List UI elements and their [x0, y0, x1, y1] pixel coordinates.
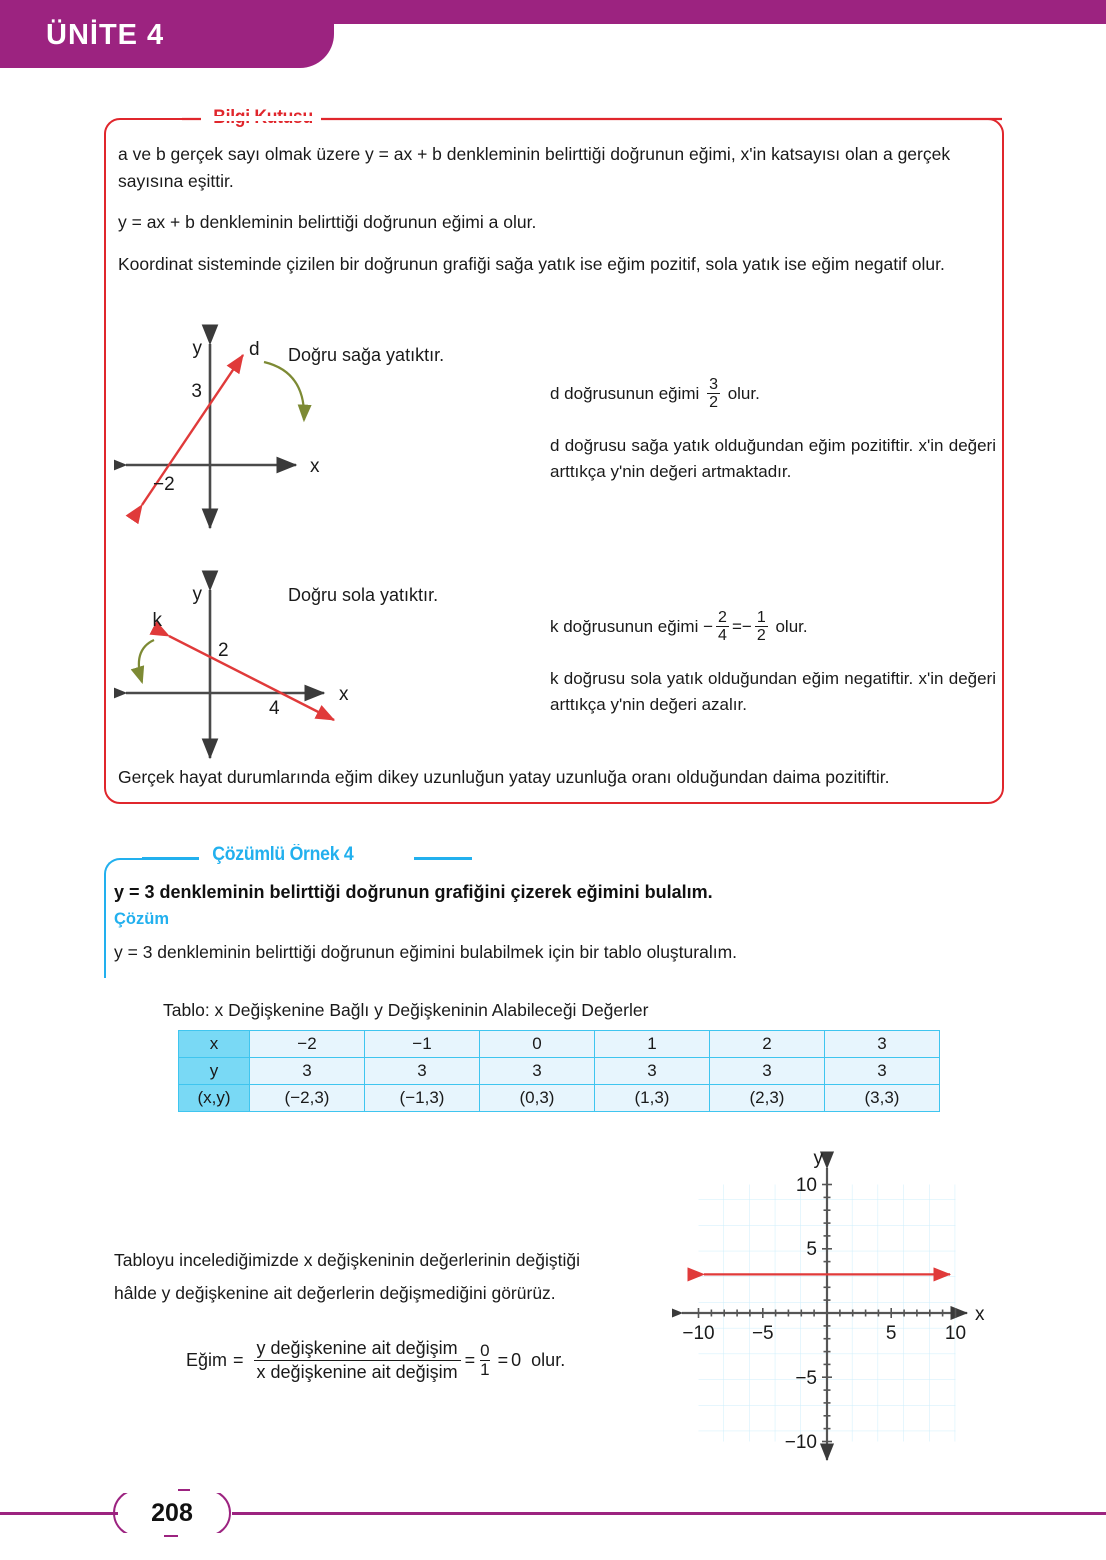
footer-mask-top-right: [190, 1486, 232, 1493]
graph-d-line-label: d: [249, 339, 260, 360]
table-cell: 2: [710, 1031, 825, 1058]
table-cell: 0: [480, 1031, 595, 1058]
table-cell: (−1,3): [365, 1085, 480, 1112]
graph-d-caption: Doğru sağa yatıktır.: [288, 345, 445, 365]
example-title: Çözümlü Örnek 4: [203, 844, 363, 866]
footer-rule-right: [232, 1512, 1106, 1515]
table-cell: 3: [365, 1058, 480, 1085]
note-k-lead: k doğrusunun eğimi: [550, 616, 699, 636]
slope-formula-eq1: =: [233, 1350, 244, 1370]
graph-d-xint: −2: [153, 474, 175, 495]
slope-formula-small-fraction: $\frac{0}{1}$: [480, 1341, 490, 1379]
table-row-header: (x,y): [179, 1085, 250, 1112]
note-k-body: k doğrusu sola yatık olduğundan eğim negatiftir. x'in değeri arttıkça y'nin değeri azalır.: [550, 669, 996, 714]
slope-formula: [186, 1338, 565, 1383]
note-d-slope: [550, 377, 994, 412]
slope-formula-denominator: x değişkenine ait değişim: [254, 1360, 461, 1383]
table-row: [179, 1031, 940, 1058]
footer-rule-left: [0, 1512, 118, 1515]
note-k-slope: [550, 610, 1000, 645]
table-cell: −1: [365, 1031, 480, 1058]
bottom-text-line-1: Tabloyu incelediğimizde x değişkeninin değerlerinin değiştiği: [114, 1250, 580, 1270]
slope-formula-result: 0: [511, 1350, 522, 1370]
footer-mask-bottom-right: [178, 1533, 236, 1540]
chart-xtick-10: 10: [944, 1323, 967, 1344]
table-row-header: y: [179, 1058, 250, 1085]
example-box: [104, 844, 1004, 978]
info-box: [104, 118, 1004, 804]
table-cell: 3: [710, 1058, 825, 1085]
table-row: [179, 1085, 940, 1112]
slope-formula-big-fraction: [254, 1338, 461, 1383]
example-solution-intro: y = 3 denkleminin belirttiği doğrunun eğimini bulabilmek için bir tablo oluşturalım.: [114, 942, 738, 962]
bottom-text-line-2: hâlde y değişkenine ait değerlerin değişmediğini görürüz.: [114, 1283, 556, 1303]
note-k-minus-1: −: [703, 616, 714, 636]
example-solution-label: Çözüm: [114, 910, 169, 928]
chart-x-axis-label: x: [975, 1304, 985, 1325]
table-cell: −2: [250, 1031, 365, 1058]
chart-xtick-neg10: −10: [682, 1323, 715, 1344]
graph-k-x-label: x: [339, 684, 349, 705]
note-k-tail: olur.: [775, 616, 808, 636]
chart-xtick-5: 5: [885, 1323, 897, 1344]
info-paragraph-3: Koordinat sisteminde çizilen bir doğrunun grafiği sağa yatık ise eğim pozitif, sola yatık ise eğim negatif olur.: [118, 254, 945, 274]
note-k-fraction-1: $\frac{2}{4}$: [718, 609, 727, 644]
example-rule-right: [414, 857, 472, 860]
page-footer: [0, 1484, 1106, 1560]
table-cell: (0,3): [480, 1085, 595, 1112]
chart-ytick-neg10: −10: [784, 1432, 817, 1453]
table-cell: (−2,3): [250, 1085, 365, 1112]
table-cell: 1: [595, 1031, 710, 1058]
footer-mask-top-left: [122, 1486, 178, 1493]
slope-formula-tail: olur.: [531, 1350, 566, 1370]
unit-title: ÜNİTE 4: [46, 19, 165, 51]
note-d-lead: d doğrusunun eğimi: [550, 383, 700, 403]
page-header: [0, 0, 1106, 75]
note-d-tail: olur.: [727, 383, 760, 403]
table-row: [179, 1058, 940, 1085]
table-cell: 3: [825, 1031, 940, 1058]
info-paragraph-1: a ve b gerçek sayı olmak üzere y = ax + b denkleminin belirttiği doğrunun eğimi, x'in katsayısı olan a gerçek sayısına eşittir.: [118, 144, 951, 191]
table-cell: 3: [480, 1058, 595, 1085]
table-cell: 3: [595, 1058, 710, 1085]
table-row-header: x: [179, 1031, 250, 1058]
graph-d-yint: 3: [191, 381, 202, 402]
table-cell: 3: [250, 1058, 365, 1085]
footer-mask-bottom-left: [122, 1533, 164, 1540]
header-band-notch: [334, 24, 358, 48]
info-paragraph-2: y = ax + b denkleminin belirttiği doğrunun eğimi a olur.: [118, 212, 537, 232]
graph-k-xint: 4: [269, 698, 280, 719]
example-rule-left: [142, 857, 199, 860]
chart-ytick-neg5: −5: [795, 1368, 817, 1389]
graph-k-yint: 2: [218, 640, 229, 661]
graph-k-line-label: k: [152, 610, 162, 631]
graph-d-x-label: x: [310, 456, 320, 477]
info-box-footer-note: Gerçek hayat durumlarında eğim dikey uzunluğun yatay uzunluğa oranı olduğundan daima pozitiftir.: [118, 767, 890, 787]
graph-k-caption: Doğru sola yatıktır.: [288, 585, 439, 605]
table-caption: Tablo: x Değişkenine Bağlı y Değişkeninin Alabileceği Değerler: [163, 1000, 649, 1020]
values-table: [178, 1030, 940, 1112]
graph-k-y-label: y: [192, 584, 202, 605]
table-cell: (2,3): [710, 1085, 825, 1112]
slope-formula-eq2: =: [464, 1350, 476, 1370]
page-number: 208: [151, 1499, 193, 1527]
info-box-title-mask: [201, 116, 321, 121]
note-k-equals: =: [731, 616, 742, 636]
slope-formula-numerator: y değişkenine ait değişim: [256, 1338, 458, 1358]
note-d-body: d doğrusu sağa yatık olduğundan eğim pozitiftir. x'in değeri arttıkça y'nin değeri artmaktadır.: [550, 436, 996, 481]
table-cell: (3,3): [825, 1085, 940, 1112]
graph-d-y-label: y: [192, 338, 202, 359]
note-k-minus-2: −: [741, 616, 752, 636]
note-d-fraction: $\frac{3}{2}$: [709, 376, 718, 411]
note-k-fraction-2: $\frac{1}{2}$: [756, 609, 766, 644]
slope-formula-label: Eğim: [186, 1350, 228, 1370]
chart-xtick-neg5: −5: [751, 1323, 774, 1344]
chart-y-axis-label: y: [813, 1148, 823, 1169]
table-cell: (1,3): [595, 1085, 710, 1112]
chart-ytick-10: 10: [795, 1175, 817, 1196]
coordinate-grid-chart: [672, 1148, 1002, 1483]
example-question: y = 3 denkleminin belirttiği doğrunun grafiğini çizerek eğimini bulalım.: [114, 882, 713, 902]
chart-ytick-5: 5: [806, 1239, 817, 1260]
slope-formula-eq3: =: [497, 1350, 509, 1370]
table-cell: 3: [825, 1058, 940, 1085]
